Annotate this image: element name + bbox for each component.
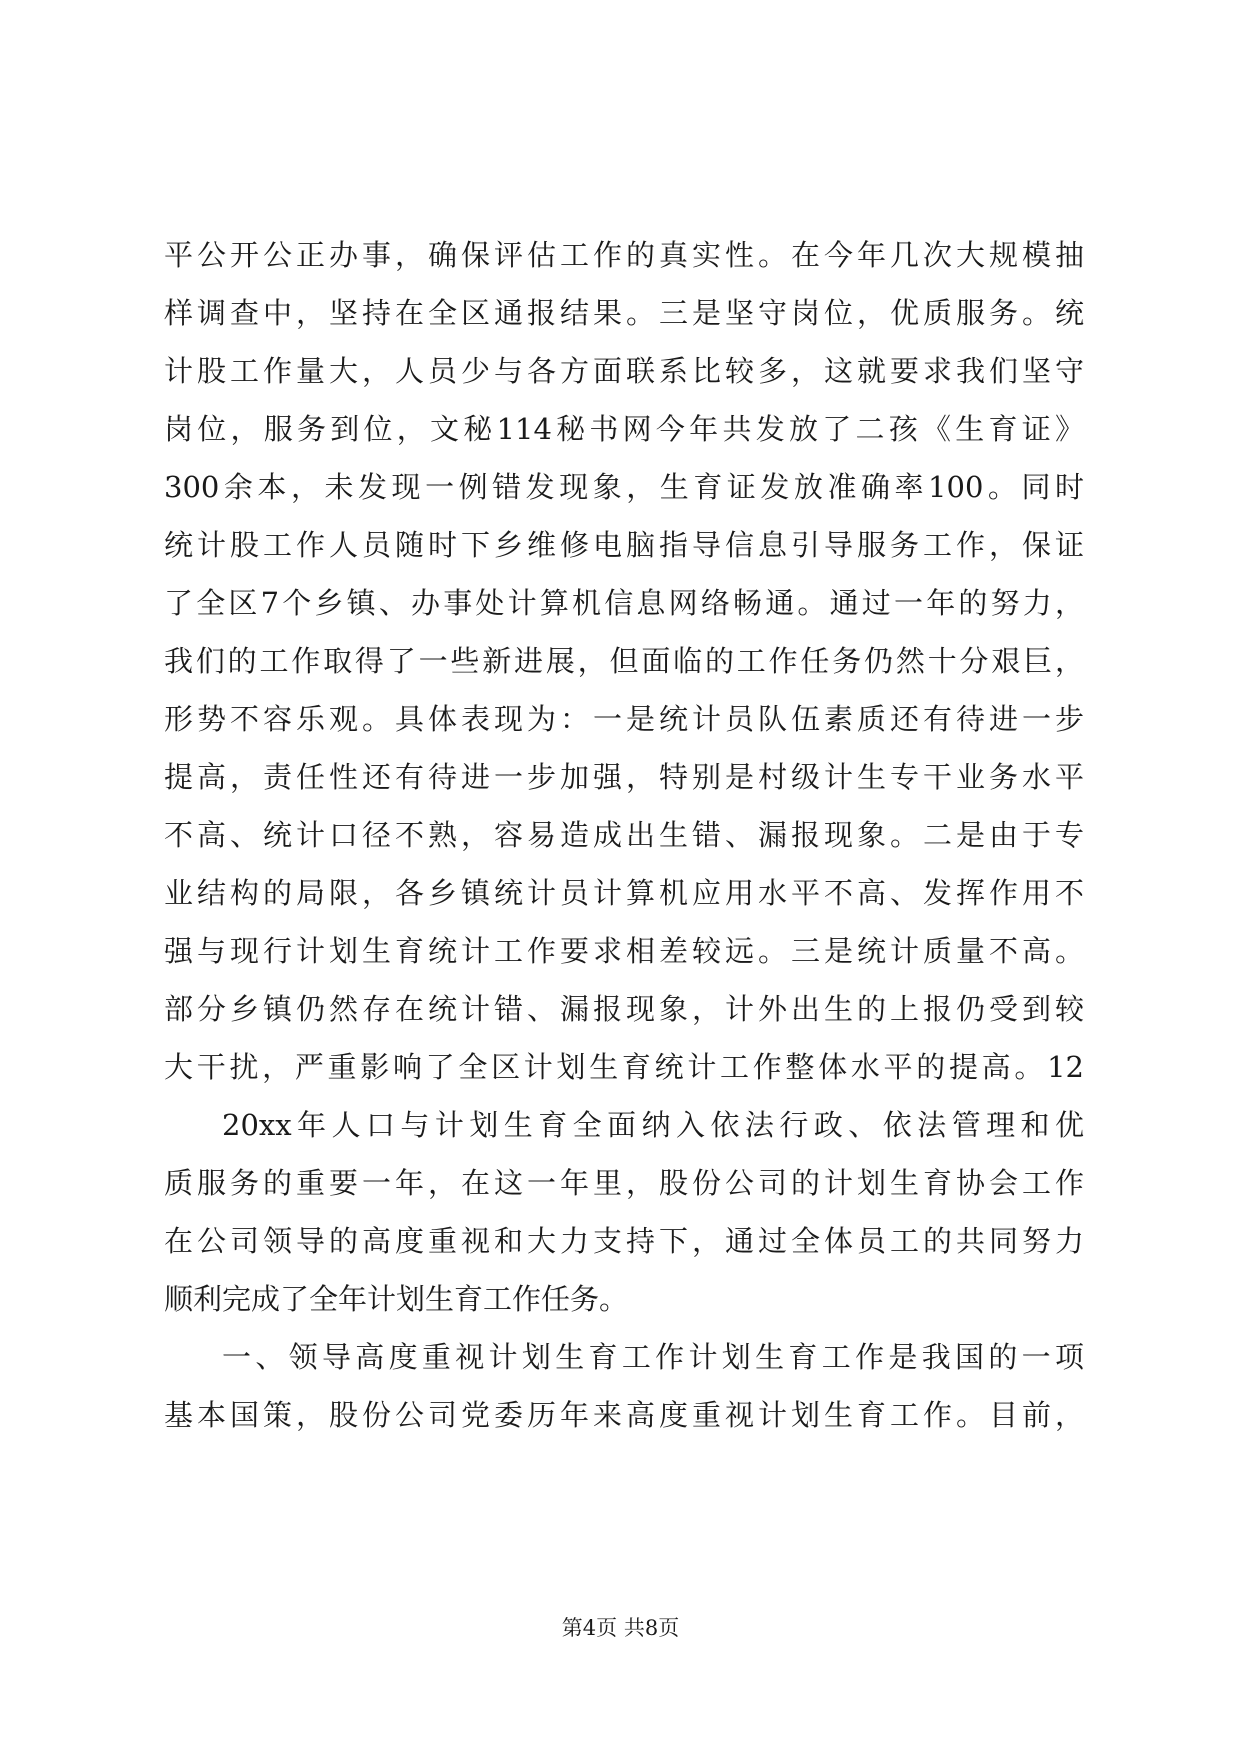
text-line: 部分乡镇仍然存在统计错、漏报现象，计外出生的上报仍受到较: [164, 992, 1084, 1026]
text-line: 我们的工作取得了一些新进展，但面临的工作任务仍然十分艰巨，: [164, 644, 1084, 678]
text-line: 基本国策，股份公司党委历年来高度重视计划生育工作。目前，: [164, 1398, 1084, 1432]
text-line: 业结构的局限，各乡镇统计员计算机应用水平不高、发挥作用不: [164, 876, 1084, 910]
text-line: 岗位，服务到位，文秘114秘书网今年共发放了二孩《生育证》: [164, 412, 1084, 446]
document-body: [164, 226, 1084, 1444]
text-line: 平公开公正办事，确保评估工作的真实性。在今年几次大规模抽: [164, 238, 1084, 272]
paragraph-start-line: 一、领导高度重视计划生育工作计划生育工作是我国的一项: [222, 1340, 1084, 1374]
text-line: 提高，责任性还有待进一步加强，特别是村级计生专干业务水平: [164, 760, 1084, 794]
text-line: 在公司领导的高度重视和大力支持下，通过全体员工的共同努力: [164, 1224, 1084, 1258]
text-line: 强与现行计划生育统计工作要求相差较远。三是统计质量不高。: [164, 934, 1084, 968]
page-number-footer: 第4页 共8页: [561, 1616, 680, 1640]
text-line: 质服务的重要一年，在这一年里，股份公司的计划生育协会工作: [164, 1166, 1084, 1200]
paragraph-start-line: 20xx年人口与计划生育全面纳入依法行政、依法管理和优: [222, 1108, 1084, 1142]
text-line: 了全区7个乡镇、办事处计算机信息网络畅通。通过一年的努力，: [164, 586, 1084, 620]
text-line: 计股工作量大，人员少与各方面联系比较多，这就要求我们坚守: [164, 354, 1084, 388]
text-line: 样调查中，坚持在全区通报结果。三是坚守岗位，优质服务。统: [164, 296, 1084, 330]
text-line: 300余本，未发现一例错发现象，生育证发放准确率100。同时: [164, 470, 1084, 504]
text-line: 不高、统计口径不熟，容易造成出生错、漏报现象。二是由于专: [164, 818, 1084, 852]
text-line: 统计股工作人员随时下乡维修电脑指导信息引导服务工作，保证: [164, 528, 1084, 562]
paragraph-end-line: 顺利完成了全年计划生育工作任务。: [164, 1282, 629, 1316]
text-line: 形势不容乐观。具体表现为：一是统计员队伍素质还有待进一步: [164, 702, 1084, 736]
text-line: 大干扰，严重影响了全区计划生育统计工作整体水平的提高。12: [164, 1050, 1084, 1084]
